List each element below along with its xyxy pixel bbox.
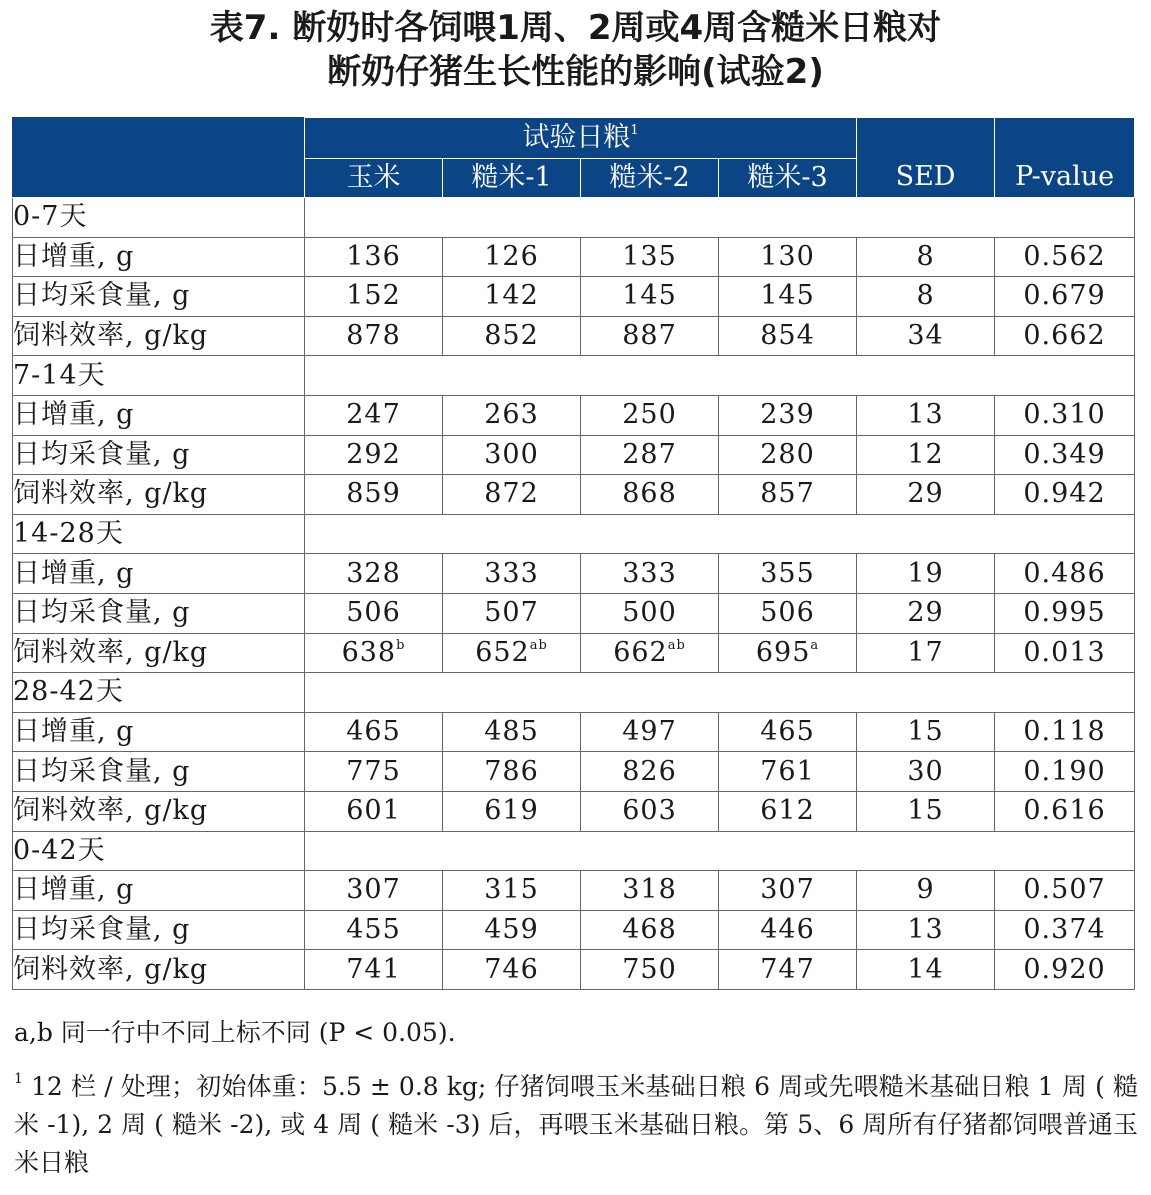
- value-text: 459: [484, 913, 539, 945]
- sed-cell: 15: [857, 791, 995, 831]
- period-row-spacer: [305, 198, 1135, 238]
- value-text: 868: [622, 478, 677, 510]
- value-cell: [443, 277, 581, 317]
- value-cell: [443, 593, 581, 633]
- value-text: 136: [346, 240, 401, 272]
- value-cell: [443, 752, 581, 792]
- value-text: 292: [346, 438, 401, 470]
- period-label: 7-14天: [13, 356, 305, 396]
- value-cell: [443, 475, 581, 515]
- footnote-experiment-details: [14, 1068, 1138, 1182]
- row-label: 饲料效率, g/kg: [13, 316, 305, 356]
- period-label: 14-28天: [13, 514, 305, 554]
- value-text: 446: [760, 913, 815, 945]
- diet-group-label: 试验日粮: [522, 122, 631, 153]
- table-row: [13, 395, 1135, 435]
- table-row: [13, 950, 1135, 990]
- performance-table: [12, 117, 1135, 990]
- table-row: [13, 316, 1135, 356]
- value-text: 142: [484, 280, 539, 312]
- row-label: 日增重, g: [13, 871, 305, 911]
- column-header-brown-rice-1: 糙米-1: [443, 159, 581, 198]
- sed-cell: 15: [857, 712, 995, 752]
- period-row-spacer: [305, 831, 1135, 871]
- value-text: 603: [622, 795, 677, 827]
- value-cell: [719, 435, 857, 475]
- value-text: 333: [484, 557, 539, 589]
- value-text: 786: [484, 755, 539, 787]
- sed-cell: 12: [857, 435, 995, 475]
- value-cell: [305, 593, 443, 633]
- value-cell: [719, 277, 857, 317]
- p-value-header: P-value: [995, 118, 1135, 198]
- value-cell: [719, 871, 857, 911]
- period-label: 0-42天: [13, 831, 305, 871]
- value-text: 145: [760, 280, 815, 312]
- row-label-header: [13, 118, 305, 198]
- column-header-brown-rice-2: 糙米-2: [581, 159, 719, 198]
- value-text: 750: [622, 953, 677, 985]
- p-value-cell: 0.679: [995, 277, 1135, 317]
- sed-cell: 19: [857, 554, 995, 594]
- value-text: 468: [622, 913, 677, 945]
- significance-superscript: ab: [667, 637, 686, 653]
- value-cell: [581, 554, 719, 594]
- p-value-cell: 0.118: [995, 712, 1135, 752]
- value-cell: [443, 316, 581, 356]
- value-text: 619: [484, 795, 539, 827]
- sed-cell: 14: [857, 950, 995, 990]
- sed-cell: 17: [857, 633, 995, 673]
- row-label: 日均采食量, g: [13, 435, 305, 475]
- value-cell: [305, 316, 443, 356]
- value-text: 250: [622, 399, 677, 431]
- row-label: 饲料效率, g/kg: [13, 633, 305, 673]
- value-cell: [581, 475, 719, 515]
- row-label: 日增重, g: [13, 395, 305, 435]
- period-label: 0-7天: [13, 198, 305, 238]
- value-text: 638: [341, 636, 397, 668]
- p-value-cell: 0.920: [995, 950, 1135, 990]
- value-text: 859: [346, 478, 401, 510]
- value-cell: [305, 395, 443, 435]
- value-text: 854: [760, 320, 815, 352]
- value-cell: [443, 237, 581, 277]
- footnote-experiment-text: 12 栏 / 处理；初始体重：5.5 ± 0.8 kg; 仔猪饲喂玉米基础日粮 6 周或先喂糙米基础日粮 1 周 ( 糙米 -1), 2 周 ( 糙米 -2), 或 4 周 ( 糙米 -3) 后，再喂玉米基础日粮。第 5、6 周所有仔猪都饲喂普通玉米日粮: [14, 1072, 1138, 1177]
- row-label: 日均采食量, g: [13, 277, 305, 317]
- value-cell: [719, 316, 857, 356]
- value-text: 761: [760, 755, 815, 787]
- table-title: [0, 6, 1151, 94]
- period-row: [13, 831, 1135, 871]
- value-cell: [581, 435, 719, 475]
- value-cell: [443, 950, 581, 990]
- column-header-brown-rice-3: 糙米-3: [719, 159, 857, 198]
- sed-cell: 30: [857, 752, 995, 792]
- sed-cell: 13: [857, 395, 995, 435]
- title-line-1: 表7. 断奶时各饲喂1周、2周或4周含糙米日粮对: [209, 8, 942, 48]
- value-cell: [719, 791, 857, 831]
- value-cell: [305, 475, 443, 515]
- p-value-cell: 0.374: [995, 910, 1135, 950]
- table-row: [13, 475, 1135, 515]
- value-cell: [305, 791, 443, 831]
- value-cell: [443, 791, 581, 831]
- sed-cell: 8: [857, 237, 995, 277]
- value-text: 318: [622, 874, 677, 906]
- row-label: 饲料效率, g/kg: [13, 475, 305, 515]
- value-cell: [581, 752, 719, 792]
- table-row: [13, 237, 1135, 277]
- value-cell: [305, 633, 443, 673]
- value-text: 485: [484, 716, 539, 748]
- value-cell: [443, 910, 581, 950]
- value-text: 741: [346, 953, 401, 985]
- significance-superscript: b: [396, 637, 406, 653]
- value-text: 333: [622, 557, 677, 589]
- value-text: 315: [484, 874, 539, 906]
- sed-cell: 13: [857, 910, 995, 950]
- value-text: 465: [760, 716, 815, 748]
- value-cell: [719, 593, 857, 633]
- value-cell: [719, 950, 857, 990]
- value-text: 307: [346, 874, 401, 906]
- value-text: 878: [346, 320, 401, 352]
- value-cell: [581, 791, 719, 831]
- value-cell: [581, 316, 719, 356]
- table-row: [13, 871, 1135, 911]
- value-text: 857: [760, 478, 815, 510]
- significance-superscript: ab: [529, 637, 548, 653]
- value-cell: [305, 752, 443, 792]
- value-cell: [581, 395, 719, 435]
- value-text: 130: [760, 240, 815, 272]
- value-cell: [719, 752, 857, 792]
- value-cell: [719, 395, 857, 435]
- value-cell: [719, 712, 857, 752]
- significance-superscript: a: [810, 637, 820, 653]
- value-text: 145: [622, 280, 677, 312]
- value-text: 506: [346, 597, 401, 629]
- sed-header: SED: [857, 118, 995, 198]
- p-value-cell: 0.310: [995, 395, 1135, 435]
- table-body: [13, 198, 1135, 990]
- value-text: 328: [346, 557, 401, 589]
- period-label: 28-42天: [13, 673, 305, 713]
- value-text: 455: [346, 913, 401, 945]
- column-header-corn: 玉米: [305, 159, 443, 198]
- value-cell: [305, 712, 443, 752]
- value-cell: [581, 633, 719, 673]
- row-label: 饲料效率, g/kg: [13, 791, 305, 831]
- value-text: 247: [346, 399, 401, 431]
- p-value-cell: 0.662: [995, 316, 1135, 356]
- value-text: 497: [622, 716, 677, 748]
- value-text: 746: [484, 953, 539, 985]
- value-cell: [443, 712, 581, 752]
- value-cell: [581, 871, 719, 911]
- value-cell: [305, 435, 443, 475]
- value-cell: [581, 277, 719, 317]
- value-cell: [305, 910, 443, 950]
- value-cell: [719, 554, 857, 594]
- period-row: [13, 514, 1135, 554]
- row-label: 日增重, g: [13, 554, 305, 594]
- value-text: 280: [760, 438, 815, 470]
- period-row: [13, 356, 1135, 396]
- value-text: 747: [760, 953, 815, 985]
- footnote-mark: 1: [14, 1071, 23, 1087]
- value-text: 506: [760, 597, 815, 629]
- value-text: 307: [760, 874, 815, 906]
- p-value-cell: 0.349: [995, 435, 1135, 475]
- value-text: 826: [622, 755, 677, 787]
- table-row: [13, 910, 1135, 950]
- diet-group-footnote-mark: 1: [630, 123, 639, 138]
- table-row: [13, 593, 1135, 633]
- table-row: [13, 435, 1135, 475]
- value-text: 775: [346, 755, 401, 787]
- value-cell: [581, 950, 719, 990]
- value-cell: [443, 871, 581, 911]
- table-row: [13, 791, 1135, 831]
- value-cell: [443, 395, 581, 435]
- value-cell: [443, 435, 581, 475]
- value-text: 152: [346, 280, 401, 312]
- sed-cell: 29: [857, 593, 995, 633]
- value-cell: [305, 237, 443, 277]
- value-cell: [581, 712, 719, 752]
- p-value-cell: 0.616: [995, 791, 1135, 831]
- value-text: 135: [622, 240, 677, 272]
- p-value-cell: 0.942: [995, 475, 1135, 515]
- table-row: [13, 554, 1135, 594]
- value-cell: [305, 277, 443, 317]
- value-text: 355: [760, 557, 815, 589]
- p-value-cell: 0.190: [995, 752, 1135, 792]
- value-cell: [719, 475, 857, 515]
- value-text: 239: [760, 399, 815, 431]
- row-label: 日增重, g: [13, 237, 305, 277]
- value-cell: [305, 950, 443, 990]
- sed-cell: 9: [857, 871, 995, 911]
- table-row: [13, 712, 1135, 752]
- value-text: 612: [760, 795, 815, 827]
- row-label: 日均采食量, g: [13, 910, 305, 950]
- value-text: 652: [475, 636, 530, 668]
- value-text: 601: [346, 795, 401, 827]
- title-line-2: 断奶仔猪生长性能的影响(试验2): [327, 52, 824, 92]
- period-row-spacer: [305, 673, 1135, 713]
- value-cell: [719, 910, 857, 950]
- row-label: 日增重, g: [13, 712, 305, 752]
- value-cell: [581, 910, 719, 950]
- value-text: 662: [613, 636, 668, 668]
- value-text: 300: [484, 438, 539, 470]
- value-text: 887: [622, 320, 677, 352]
- value-cell: [443, 633, 581, 673]
- value-text: 507: [484, 597, 539, 629]
- row-label: 日均采食量, g: [13, 752, 305, 792]
- value-cell: [581, 593, 719, 633]
- row-label: 日均采食量, g: [13, 593, 305, 633]
- value-cell: [719, 237, 857, 277]
- p-value-cell: 0.013: [995, 633, 1135, 673]
- footnote-superscript-legend: a,b 同一行中不同上标不同 (P < 0.05).: [14, 1018, 456, 1047]
- value-cell: [719, 633, 857, 673]
- table-row: [13, 752, 1135, 792]
- sed-cell: 8: [857, 277, 995, 317]
- value-cell: [305, 554, 443, 594]
- value-text: 126: [484, 240, 539, 272]
- sed-cell: 34: [857, 316, 995, 356]
- period-row: [13, 198, 1135, 238]
- p-value-cell: 0.562: [995, 237, 1135, 277]
- row-label: 饲料效率, g/kg: [13, 950, 305, 990]
- value-cell: [443, 554, 581, 594]
- value-text: 852: [484, 320, 539, 352]
- value-text: 500: [622, 597, 677, 629]
- value-cell: [581, 237, 719, 277]
- period-row-spacer: [305, 514, 1135, 554]
- sed-cell: 29: [857, 475, 995, 515]
- p-value-cell: 0.995: [995, 593, 1135, 633]
- p-value-cell: 0.507: [995, 871, 1135, 911]
- period-row-spacer: [305, 356, 1135, 396]
- value-text: 287: [622, 438, 677, 470]
- footnotes: [14, 1014, 1138, 1182]
- table-row: [13, 633, 1135, 673]
- value-text: 695: [755, 636, 811, 668]
- diet-group-header: [305, 118, 857, 159]
- p-value-cell: 0.486: [995, 554, 1135, 594]
- value-text: 872: [484, 478, 539, 510]
- value-cell: [305, 871, 443, 911]
- table-header: [13, 118, 1135, 198]
- table-row: [13, 277, 1135, 317]
- value-text: 465: [346, 716, 401, 748]
- period-row: [13, 673, 1135, 713]
- value-text: 263: [484, 399, 539, 431]
